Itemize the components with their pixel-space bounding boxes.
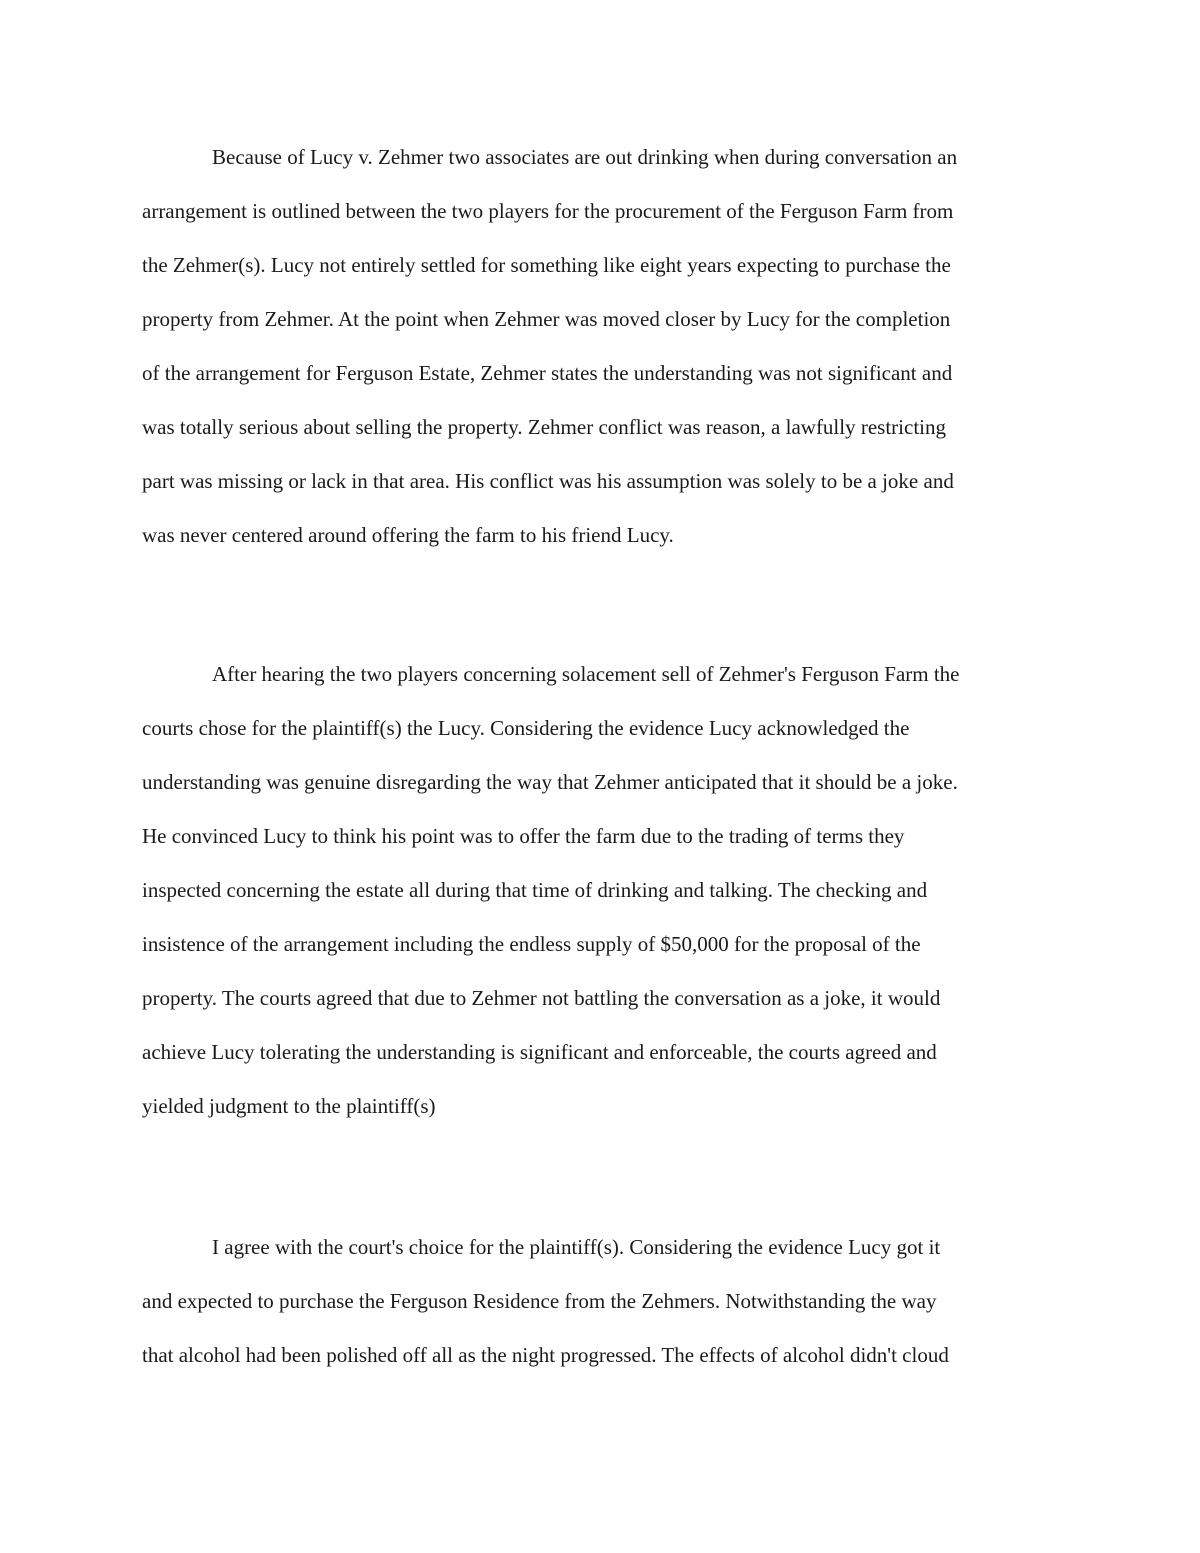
paragraph-line: property from Zehmer. At the point when Zehmer was moved closer by Lucy for the completion	[142, 307, 951, 331]
paragraph-line: arrangement is outlined between the two players for the procurement of the Ferguson Farm from	[142, 199, 954, 223]
paragraph-line: After hearing the two players concerning solacement sell of Zehmer's Ferguson Farm the	[212, 662, 960, 686]
paragraph-line: I agree with the court's choice for the plaintiff(s). Considering the evidence Lucy got it	[212, 1235, 941, 1259]
paragraph-line: inspected concerning the estate all during that time of drinking and talking. The checking and	[142, 878, 928, 902]
paragraph-line: Because of Lucy v. Zehmer two associates are out drinking when during conversation an	[212, 145, 958, 169]
paragraph-line: the Zehmer(s). Lucy not entirely settled for something like eight years expecting to purchase the	[142, 253, 951, 277]
paragraph-line: that alcohol had been polished off all as the night progressed. The effects of alcohol didn't cloud	[142, 1343, 949, 1367]
paragraph-line: of the arrangement for Ferguson Estate, Zehmer states the understanding was not significant and	[142, 361, 953, 385]
paragraph-line: insistence of the arrangement including the endless supply of $50,000 for the proposal of the	[142, 932, 921, 956]
paragraph-line: achieve Lucy tolerating the understanding is significant and enforceable, the courts agreed and	[142, 1040, 937, 1064]
paragraph-line: was totally serious about selling the property. Zehmer conflict was reason, a lawfully restricting	[142, 415, 946, 439]
paragraph-line: was never centered around offering the farm to his friend Lucy.	[142, 523, 674, 547]
paragraph-line: He convinced Lucy to think his point was to offer the farm due to the trading of terms they	[142, 824, 905, 848]
paragraph-line: property. The courts agreed that due to Zehmer not battling the conversation as a joke, it would	[142, 986, 941, 1010]
paragraph-line: courts chose for the plaintiff(s) the Lucy. Considering the evidence Lucy acknowledged the	[142, 716, 910, 740]
paragraph-line: yielded judgment to the plaintiff(s)	[142, 1094, 436, 1118]
paragraph-line: understanding was genuine disregarding the way that Zehmer anticipated that it should be a joke.	[142, 770, 958, 794]
paragraph-line: part was missing or lack in that area. His conflict was his assumption was solely to be a joke and	[142, 469, 954, 493]
paragraph-line: and expected to purchase the Ferguson Residence from the Zehmers. Notwithstanding the way	[142, 1289, 937, 1313]
